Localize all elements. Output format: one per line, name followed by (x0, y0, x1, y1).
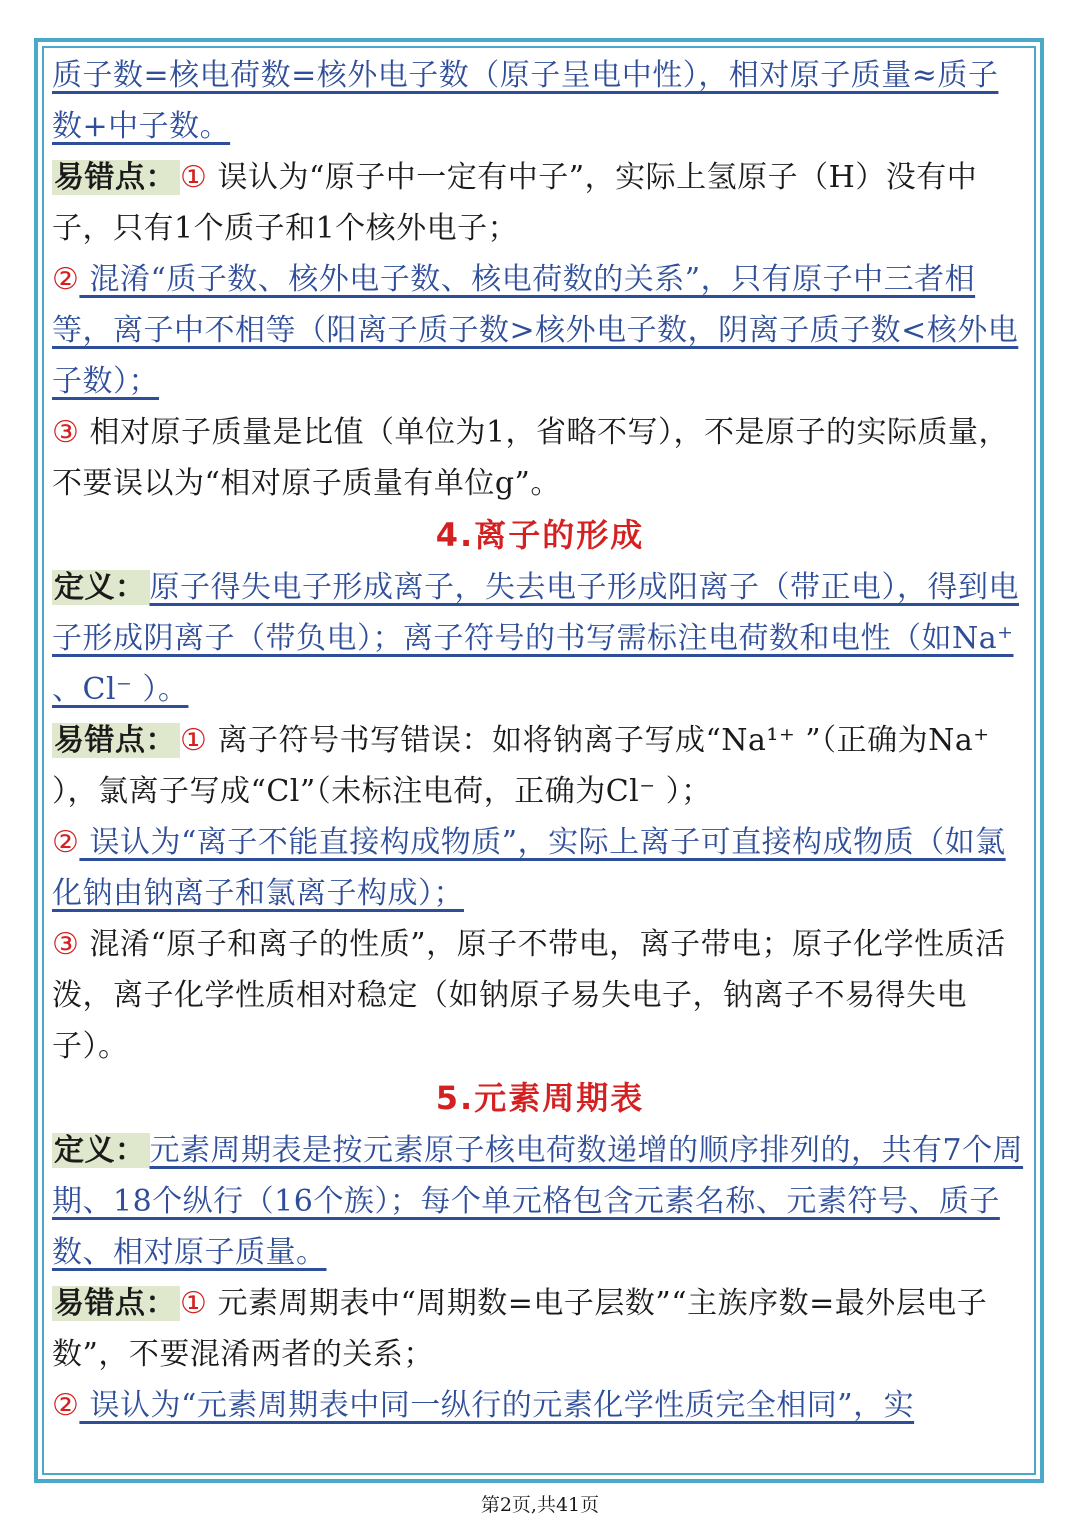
page-number: 第2页,共41页 (480, 1494, 600, 1516)
section3-error-3 (52, 407, 1028, 509)
error-text: 相对原子质量是比值（单位为1，省略不写），不是原子的实际质量，不要误以为“相对原子质量有单位g”。 (52, 415, 1010, 501)
definition-text: 元素周期表是按元素原子核电荷数递增的顺序排列的，共有7个周期、18个纵行（16个族）；每个单元格包含元素名称、元素符号、质子数、相对原子质量。 (52, 1133, 1024, 1270)
circled-number: ③ (52, 927, 80, 962)
circled-number: ③ (52, 415, 80, 450)
error-label: 易错点： (52, 723, 180, 758)
error-text: 混淆“原子和离子的性质”，原子不带电，离子带电；原子化学性质活泼，离子化学性质相对稳定（如钠原子易失电子，钠离子不易得失电子）。 (52, 927, 1006, 1064)
section-heading-4: 4.离子的形成 (435, 516, 645, 554)
intro-paragraph (52, 50, 1028, 152)
section-heading-5: 5.元素周期表 (435, 1079, 645, 1117)
section4-definition (52, 562, 1028, 715)
section5-definition (52, 1125, 1028, 1278)
error-text: 误认为“离子不能直接构成物质”，实际上离子可直接构成物质（如氯化钠由钠离子和氯离子构成）； (52, 825, 1006, 911)
document-body (52, 50, 1028, 1431)
definition-label: 定义： (52, 570, 150, 605)
circled-number: ② (52, 825, 80, 860)
section3-error-2 (52, 254, 1028, 407)
definition-label: 定义： (52, 1133, 150, 1168)
error-text: 混淆“质子数、核外电子数、核电荷数的关系”，只有原子中三者相等，离子中不相等（阳离子质子数>核外电子数，阴离子质子数<核外电子数）； (52, 262, 1019, 399)
section4-error-3 (52, 919, 1028, 1072)
circled-number: ① (180, 723, 208, 758)
error-text: 元素周期表中“周期数=电子层数”“主族序数=最外层电子数”，不要混淆两者的关系； (52, 1286, 988, 1372)
error-text: 离子符号书写错误：如将钠离子写成“Na¹⁺ ”（正确为Na⁺ ），氯离子写成“Cl”（未标注电荷，正确为Cl⁻ ）； (52, 723, 990, 809)
error-label: 易错点： (52, 160, 180, 195)
circled-number: ① (180, 1286, 208, 1321)
section5-error-1 (52, 1278, 1028, 1380)
section3-error-1 (52, 152, 1028, 254)
definition-text: 原子得失电子形成离子，失去电子形成阳离子（带正电），得到电子形成阴离子（带负电）；离子符号的书写需标注电荷数和电性（如Na⁺ 、Cl⁻ ）。 (52, 570, 1019, 707)
circled-number: ② (52, 1388, 80, 1423)
intro-text: 质子数=核电荷数=核外电子数（原子呈电中性），相对原子质量≈质子数+中子数。 (52, 58, 999, 144)
error-text: 误认为“元素周期表中同一纵行的元素化学性质完全相同”，实 (79, 1388, 915, 1423)
circled-number: ② (52, 262, 80, 297)
error-label: 易错点： (52, 1286, 180, 1321)
error-text: 误认为“原子中一定有中子”，实际上氢原子（H）没有中子，只有1个质子和1个核外电子； (52, 160, 978, 246)
section4-error-1 (52, 715, 1028, 817)
section4-error-2 (52, 817, 1028, 919)
circled-number: ① (180, 160, 208, 195)
section5-error-2 (52, 1380, 1028, 1431)
